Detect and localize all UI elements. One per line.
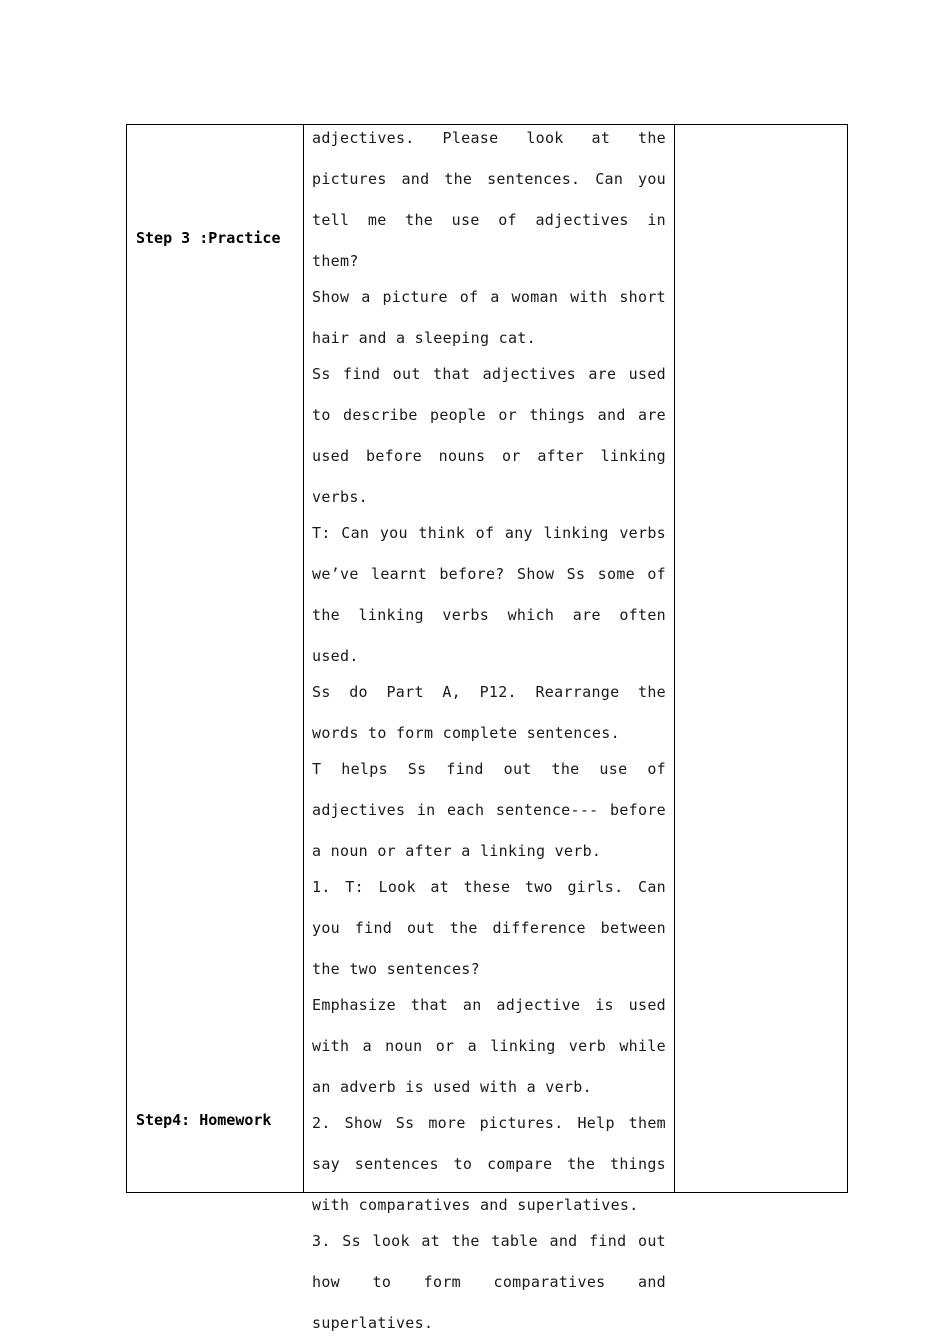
paragraph: Ss find out that adjectives are used to describe people or things and are used before nouns or after linking verbs. bbox=[312, 365, 666, 506]
paragraph: T: Can you think of any linking verbs we’ve learnt before? Show Ss some of the linking verbs which are often used. bbox=[312, 524, 666, 665]
paragraph: adjectives. Please look at the pictures and the sentences. Can you tell me the use of adjectives in them? bbox=[312, 129, 666, 270]
notes-column bbox=[675, 125, 847, 1192]
step-4-label: Step4: Homework bbox=[136, 1111, 272, 1129]
column-divider-1 bbox=[303, 125, 304, 1192]
paragraph: 2. Show Ss more pictures. Help them say sentences to compare the things with comparatives and superlatives. bbox=[312, 1114, 666, 1214]
paragraph: Show a picture of a woman with short hair and a sleeping cat. bbox=[312, 288, 666, 347]
paragraph: Emphasize that an adjective is used with a noun or a linking verb while an adverb is used with a verb. bbox=[312, 996, 666, 1096]
step-3-label: Step 3 :Practice bbox=[136, 229, 281, 247]
paragraph: T helps Ss find out the use of adjectives in each sentence--- before a noun or after a linking verb. bbox=[312, 760, 666, 860]
paragraph: 3. Ss look at the table and find out how to form comparatives and superlatives. bbox=[312, 1232, 666, 1332]
paragraph: 1. T: Look at these two girls. Can you find out the difference between the two sentences? bbox=[312, 878, 666, 978]
activities-column bbox=[312, 125, 666, 1344]
lesson-plan-table bbox=[126, 124, 848, 1332]
paragraph: Ss do Part A, P12. Rearrange the words to form complete sentences. bbox=[312, 683, 666, 742]
